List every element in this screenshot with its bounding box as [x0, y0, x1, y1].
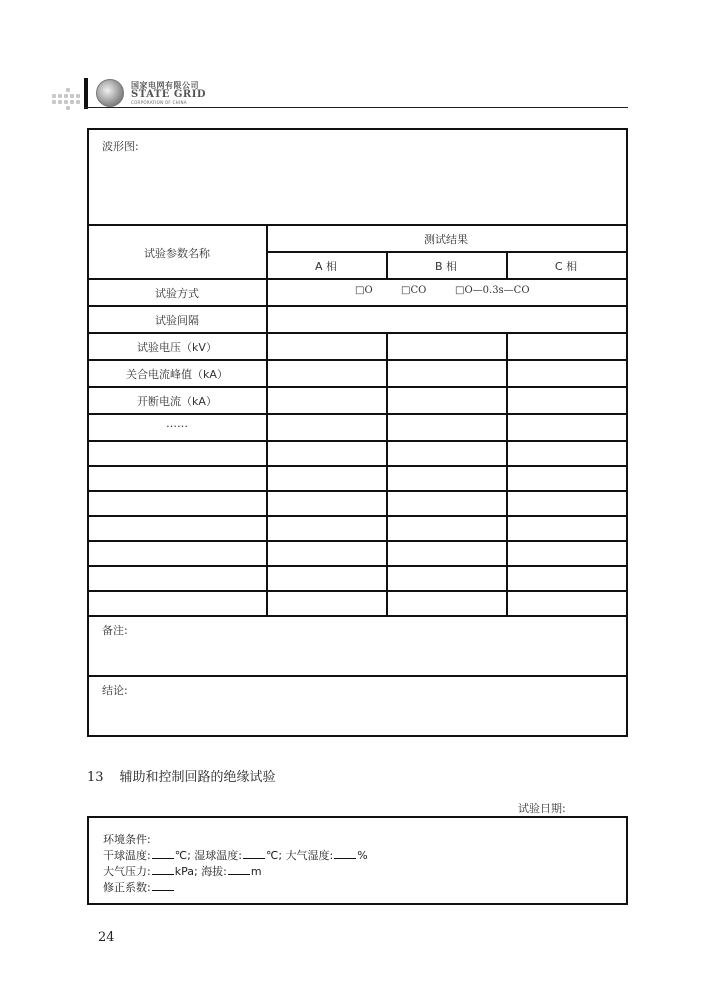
row-label-making-current-peak: 关合电流峰值（kA） [126, 368, 228, 381]
row-rule [89, 490, 626, 492]
row-rule [89, 332, 626, 334]
conclusion-label: 结论: [102, 684, 128, 697]
row-rule [89, 565, 626, 567]
col-rule-a-b [386, 332, 388, 615]
header-dot-pattern [52, 88, 84, 108]
humidity-field[interactable] [334, 849, 356, 859]
phase-b-header: B 相 [434, 260, 458, 273]
row-label-breaking-current: 开断电流（kA） [137, 395, 217, 408]
col-rule-a-b-header [386, 251, 388, 278]
section-title: 辅助和控制回路的绝缘试验 [119, 770, 276, 785]
row-rule [89, 590, 626, 592]
phase-c-header: C 相 [554, 260, 578, 273]
row-label-test-voltage: 试验电压（kV） [137, 341, 217, 354]
pressure-unit: kPa; [174, 865, 198, 878]
altitude-label: 海拔: [201, 865, 227, 878]
company-name-cn: 国家电网有限公司 [131, 81, 199, 90]
dry-bulb-label: 干球温度: [103, 849, 151, 862]
company-subtitle: CORPORATION OF CHINA [131, 100, 187, 105]
remarks-label: 备注: [102, 624, 128, 637]
company-name-en: STATE GRID [131, 89, 207, 100]
col-rule-params [266, 224, 268, 615]
test-date-label: 试验日期: [518, 802, 566, 815]
section-heading [87, 766, 276, 785]
rule-below-waveform [89, 224, 626, 226]
state-grid-logo-icon [96, 79, 124, 107]
option-o[interactable]: □O [355, 285, 373, 296]
row-label-test-interval: 试验间隔 [155, 314, 199, 327]
col-rule-b-c-header [506, 251, 508, 278]
row-label-test-mode: 试验方式 [155, 287, 199, 300]
row-rule [89, 278, 626, 280]
altitude-unit: m [250, 865, 262, 878]
wet-bulb-unit: ℃; [266, 849, 283, 862]
env-correction-line [103, 879, 175, 895]
env-temperature-line [103, 847, 368, 863]
test-result-header: 测试结果 [424, 233, 468, 246]
phase-a-header: A 相 [314, 260, 338, 273]
humidity-unit: % [357, 849, 368, 862]
altitude-field[interactable] [228, 865, 250, 875]
pressure-label: 大气压力: [103, 865, 151, 878]
waveform-label: 波形图: [102, 140, 139, 153]
row-rule [89, 413, 626, 415]
test-record-table [87, 128, 628, 737]
row-rule [89, 359, 626, 361]
env-pressure-line [103, 863, 262, 879]
row-rule [89, 465, 626, 467]
col-rule-b-c [506, 332, 508, 615]
row-rule [89, 440, 626, 442]
environment-conditions-box [87, 816, 628, 905]
env-heading: 环境条件: [103, 833, 151, 846]
correction-label: 修正系数: [103, 881, 151, 894]
header-vertical-bar [84, 78, 88, 109]
pressure-field[interactable] [152, 865, 174, 875]
rule-above-conclusion [89, 675, 626, 677]
page-number: 24 [98, 930, 115, 945]
section-number: 13 [87, 770, 104, 785]
param-name-header: 试验参数名称 [144, 247, 210, 260]
row-rule [89, 386, 626, 388]
wet-bulb-label: 湿球温度: [194, 849, 242, 862]
wet-bulb-field[interactable] [243, 849, 265, 859]
row-rule [89, 305, 626, 307]
row-rule [89, 515, 626, 517]
option-o-0.3s-co[interactable]: □O—0.3s—CO [455, 285, 530, 296]
dry-bulb-unit: ℃; [174, 849, 191, 862]
dry-bulb-field[interactable] [152, 849, 174, 859]
option-co[interactable]: □CO [401, 285, 427, 296]
humidity-label: 大气湿度: [285, 849, 334, 862]
rule-below-result-header [266, 251, 626, 253]
correction-field[interactable] [152, 881, 174, 891]
row-label-ellipsis: …… [166, 417, 188, 430]
header-rule [84, 107, 628, 108]
row-rule [89, 540, 626, 542]
rule-above-remarks [89, 615, 626, 617]
